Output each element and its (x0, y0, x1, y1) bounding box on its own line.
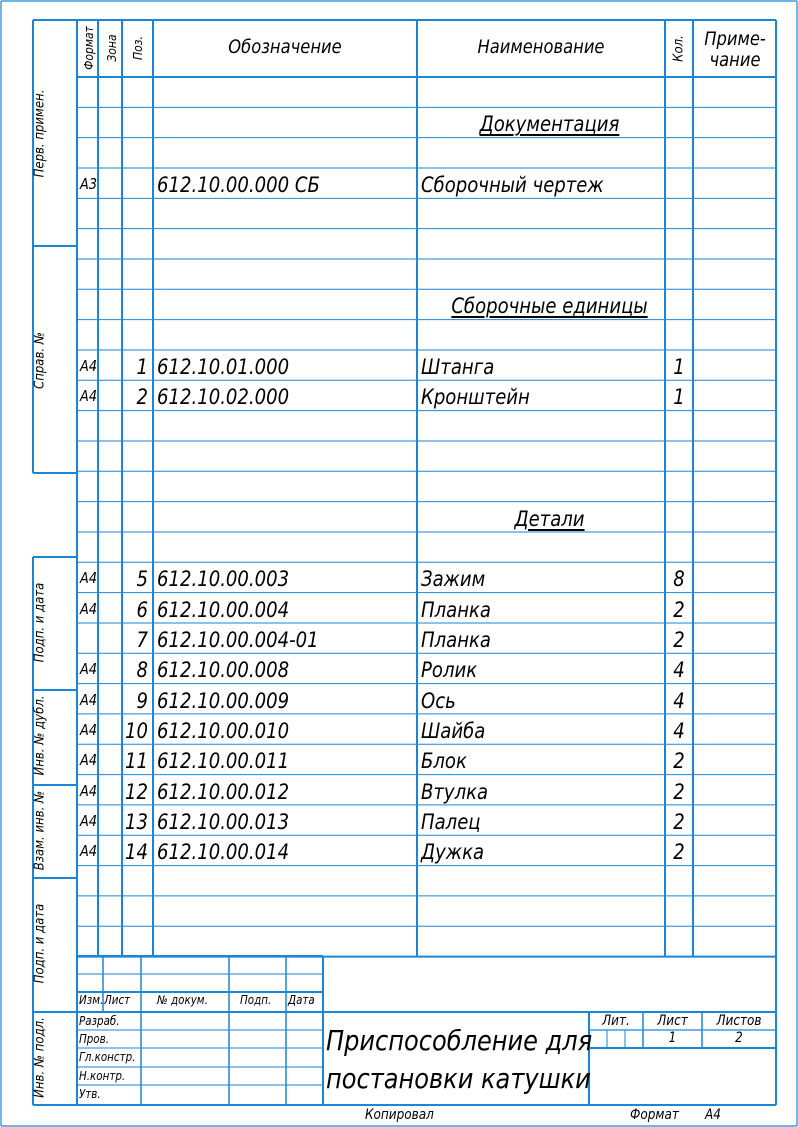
tb-title-line2: постановки катушки (326, 1062, 591, 1095)
tb-sheets-value: 2 (735, 1030, 743, 1046)
row-des: 612.10.00.014 (157, 840, 290, 865)
row-pos: 11 (125, 749, 148, 774)
row-qty: 2 (673, 809, 685, 834)
row-name: Ролик (421, 658, 478, 683)
header-pos: Поз. (131, 36, 145, 60)
row-pos: 6 (136, 597, 148, 622)
row-qty: 2 (673, 779, 685, 804)
tb-list: Лист (104, 993, 131, 1007)
row-fmt: А4 (80, 811, 98, 830)
tb-doc-no: № докум. (157, 993, 208, 1007)
row-des: 612.10.00.003 (157, 567, 290, 592)
row-qty: 2 (673, 840, 685, 865)
header-qty: Кол. (671, 35, 687, 62)
row-pos: 10 (125, 718, 148, 743)
row-qty: 4 (673, 718, 685, 743)
row-fmt: А4 (80, 599, 98, 618)
row-des: 612.10.00.010 (157, 718, 290, 743)
row-pos: 2 (136, 385, 148, 410)
row-pos: 1 (136, 354, 148, 379)
row-name: Зажим (421, 567, 486, 592)
footer-format-label: Формат (630, 1107, 679, 1123)
header-zone: Зона (105, 34, 119, 62)
side-first-use: Перв. примен. (32, 89, 48, 178)
row-qty: 4 (673, 688, 685, 713)
header-name: Наименование (477, 36, 605, 58)
side-inv-dup: Инв. № дубл. (32, 695, 48, 776)
row-name: Планка (421, 627, 491, 652)
row-qty: 4 (673, 658, 685, 683)
tb-date: Дата (288, 993, 315, 1007)
row-pos: 12 (125, 779, 148, 804)
tb-izm: Изм. (79, 993, 104, 1007)
row-pos: 8 (136, 658, 148, 683)
row-name: Штанга (421, 354, 495, 379)
header-designation: Обозначение (228, 36, 342, 58)
tb-sheet-value: 1 (668, 1030, 677, 1046)
row-pos: 5 (136, 567, 148, 592)
row-des: 612.10.01.000 (157, 354, 290, 379)
tb-sign: Подп. (240, 993, 272, 1007)
tb-role-check: Пров. (79, 1032, 109, 1046)
row-fmt: А4 (80, 781, 98, 800)
row-name: Документация (479, 112, 620, 137)
row-qty: 2 (673, 597, 685, 622)
row-des: 612.10.00.004-01 (157, 627, 319, 652)
side-sign-date-1: Подп. и дата (32, 582, 48, 663)
tb-role-dev: Разраб. (79, 1014, 120, 1028)
side-sign-date-2: Подп. и дата (32, 903, 48, 984)
row-fmt: А4 (80, 660, 98, 679)
tb-role-chief: Гл.констр. (79, 1050, 136, 1064)
row-qty: 8 (673, 567, 685, 592)
footer-format-value: А4 (705, 1107, 721, 1123)
row-qty: 2 (673, 749, 685, 774)
tb-role-approve: Утв. (79, 1087, 101, 1101)
row-fmt: А4 (80, 387, 98, 406)
row-des: 612.10.00.008 (157, 658, 290, 683)
row-fmt: А4 (80, 842, 98, 861)
row-qty: 1 (673, 385, 685, 410)
row-des: 612.10.00.013 (157, 809, 290, 834)
row-des: 612.10.02.000 (157, 385, 290, 410)
footer-copied: Копировал (365, 1107, 434, 1123)
row-name: Кронштейн (421, 385, 530, 410)
row-des: 612.10.00.011 (157, 749, 290, 774)
row-pos: 14 (125, 840, 148, 865)
tb-sheet: Лист (657, 1013, 688, 1029)
row-name: Детали (514, 506, 585, 531)
row-name: Дужка (421, 840, 485, 865)
row-fmt: А4 (80, 690, 98, 709)
row-pos: 9 (136, 688, 148, 713)
row-name: Планка (421, 597, 491, 622)
side-ref-no: Справ. № (32, 332, 48, 389)
header-format: Формат (82, 26, 96, 70)
header-note-1: Приме- (704, 28, 766, 50)
row-name: Палец (421, 809, 481, 834)
row-pos: 7 (136, 627, 148, 652)
row-fmt: А4 (80, 751, 98, 770)
header-note-2: чание (709, 49, 761, 71)
row-name: Сборочный чертеж (421, 172, 604, 197)
row-name: Сборочные единицы (451, 294, 648, 319)
row-fmt: А4 (80, 356, 98, 375)
row-des: 612.10.00.004 (157, 597, 290, 622)
row-name: Втулка (421, 779, 489, 804)
row-des: 612.10.00.000 СБ (157, 172, 320, 197)
row-name: Ось (421, 688, 456, 713)
tb-lit: Лит. (602, 1013, 630, 1029)
row-des: 612.10.00.009 (157, 688, 290, 713)
row-fmt: А4 (80, 720, 98, 739)
side-replace-inv: Взам. инв. № (32, 790, 48, 871)
row-name: Шайба (421, 718, 486, 743)
row-fmt: А4 (80, 569, 98, 588)
tb-role-norm: Н.контр. (79, 1069, 126, 1083)
row-name: Блок (421, 749, 467, 774)
row-pos: 13 (125, 809, 148, 834)
row-fmt: А3 (80, 174, 98, 193)
tb-title-line1: Приспособление для (326, 1024, 593, 1057)
row-des: 612.10.00.012 (157, 779, 290, 804)
tb-sheets: Листов (716, 1013, 762, 1029)
side-inv-orig: Инв. № подл. (32, 1017, 48, 1098)
row-qty: 1 (673, 354, 685, 379)
row-qty: 2 (673, 627, 685, 652)
